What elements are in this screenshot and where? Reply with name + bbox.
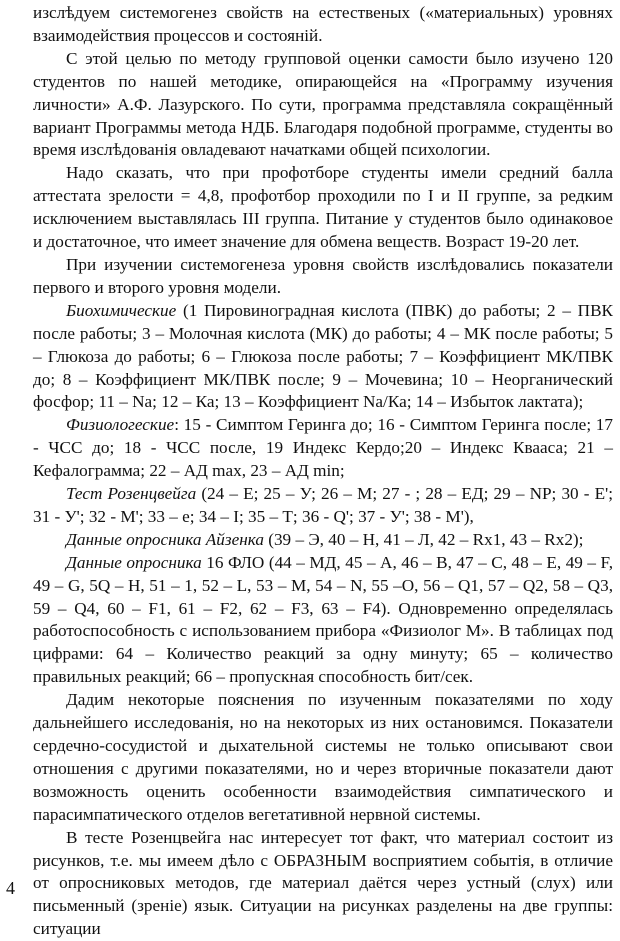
- physiological-label: Физиологеские: [66, 415, 175, 435]
- page-number: 4: [6, 878, 15, 898]
- page-body: [33, 2, 613, 941]
- paragraph-3: Надо сказать, что при профотборе студенты имели средний балла аттестата зрелости = 4,8, профотбор проходили по I и II группе, за редким исключением выставлялась III группа. Питание у студентов было одинаковое и достаточное, что имеет значение для обмена веществ. Возраст 19-20 лет.: [33, 163, 613, 252]
- paragraph-rosenzweig: [33, 483, 613, 529]
- questionnaire-text: 16 ФЛО (44 – МД, 45 – А, 46 – В, 47 – С, 48 – Е, 49 – F, 49 – G, 5Q – H, 51 – 1, 52 – L, 53 – M, 54 – N, 55 –O, 56 – Q1, 57 – Q2, 58 – Q3, 59 – Q4, 60 – F1, 61 – F2, 62 – F3, 63 – F4). Одновременно определялась работоспособность с использованием прибора «Физиолог М». В таблицах под цифрами: 64 – Количество реакций за одну минуту; 65 – количество правильных реакций; 66 – пропускная способность бит/сек.: [33, 552, 614, 687]
- paragraph-1: изслѣдуем системогенез свойств на естественых («материальных) уровнях взаимодействия процессов и состояній.: [33, 3, 613, 45]
- paragraph-4: При изучении системогенеза уровня свойств изслѣдовались показатели первого и второго уровня модели.: [33, 254, 613, 297]
- paragraph-biochemical: [33, 300, 613, 415]
- eysenck-text: (39 – Э, 40 – Н, 41 – Л, 42 – Rх1, 43 – Rх2);: [263, 529, 584, 549]
- biochemical-text: (1 Пировиноградная кислота (ПВК) до работы; 2 – ПВК после работы; 3 – Молочная кислота (МК) до работы; 4 – МК после работы; 5 – Глюкоза до работы; 6 – Глюкоза после работы; 7 – Коэффициент МК/ПВК до; 8 – Коэффициент МК/ПВК после; 9 – Мочевина; 10 – Неорганический фосфор; 11 – Na; 12 – Ка; 13 – Коэффициент Na/Ка; 14 – Избыток лактата);: [33, 300, 613, 412]
- questionnaire-label: Данные опросника: [66, 552, 202, 572]
- eysenck-label: Данные опросника Айзенка: [66, 529, 264, 549]
- paragraph-2: С этой целью по методу групповой оценки самости было изучено 120 студентов по нашей методике, опирающейся на «Программу изучения личности» А.Ф. Лазурского. По сути, программа представляла сокращённый вариант Программы метода НДБ. Благодаря подобной программе, студенты во время изслѣдованія овладевают начатками общей психологии.: [33, 48, 613, 160]
- rosenzweig-label: Тест Розенцвейга: [66, 484, 197, 504]
- physiological-text: : 15 - Симптом Геринга до; 16 - Симптом Геринга после; 17 - ЧСС до; 18 - ЧСС после, 19 Индекс Кердо;20 – Индекс Кваaса; 21 – Кефалограмма; 22 – АД max, 23 – АД min;: [33, 415, 613, 481]
- paragraph-rosenzweig-discussion: В тесте Розенцвейга нас интересует тот факт, что материал состоит из рисунков, т.е. мы имеем дѣло с ОБРАЗНЫМ восприятием событія, в отличие от опросниковых методов, где материал даётся через устный (слух) или письменный (зреніе) язык. Ситуации на рисунках разделены на две группы: ситуации: [33, 827, 613, 939]
- paragraph-explanations: Дадим некоторые пояснения по изученным показателями по ходу дальнейшего исследованія, но на некоторых из них остановимся. Показатели сердечно-сосудистой и дыхательной системы не только описывают свои отношения с другими показателями, но и через вторичные показатели дают возможность оценить особенности взаимодействия симпатического и парасимпатического отделов вегетативной нервной системы.: [33, 690, 613, 824]
- paragraph-eysenck: [33, 529, 613, 552]
- rosenzweig-text: (24 – Е; 25 – У; 26 – М; 27 - ; 28 – ЕД; 29 – NP; 30 - E'; 31 - У'; 32 - M'; 33 – е; 34 – I; 35 – Т; 36 - Q'; 37 - У'; 38 - M'),: [33, 484, 614, 526]
- biochemical-label: Биохимические: [66, 300, 177, 320]
- paragraph-16pf: [33, 552, 613, 689]
- paragraph-physiological: [33, 414, 613, 483]
